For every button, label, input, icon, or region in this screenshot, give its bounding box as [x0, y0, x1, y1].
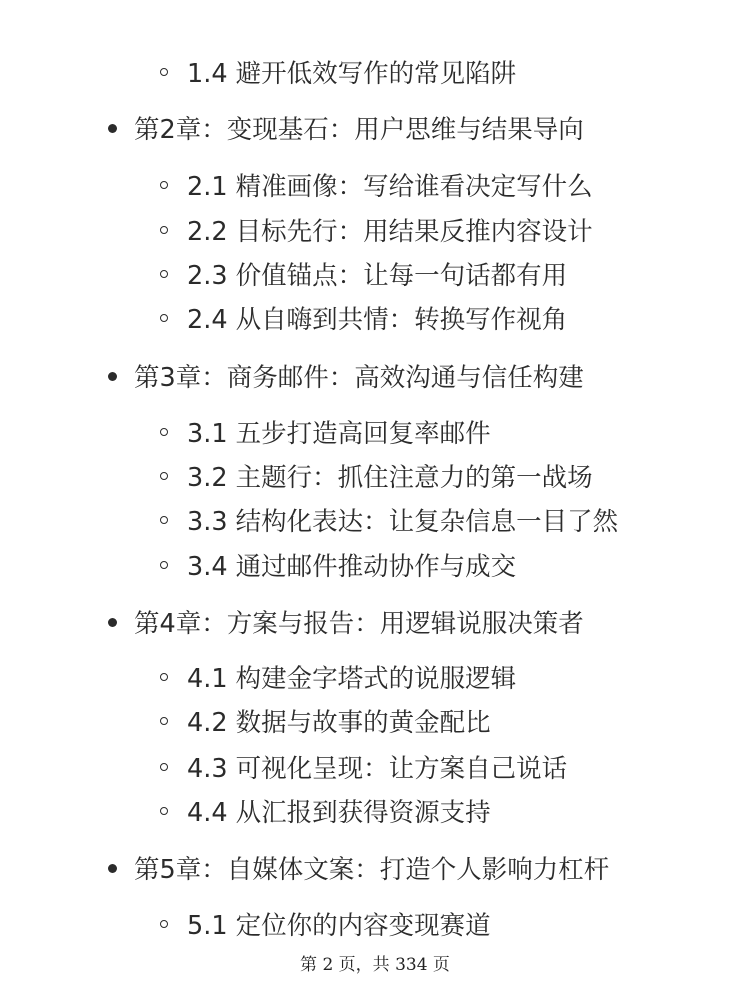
- toc-item-text: 3.1 五步打造高回复率邮件: [187, 419, 491, 449]
- hollow-bullet-icon: [160, 68, 168, 76]
- toc-item-text: 4.1 构建金字塔式的说服逻辑: [187, 664, 517, 694]
- toc-item-text: 第5章：自媒体文案：打造个人影响力杠杆: [134, 855, 610, 885]
- toc-section-item: [160, 254, 567, 294]
- hollow-bullet-icon: [160, 807, 168, 815]
- toc-chapter-item: [108, 356, 584, 396]
- toc-chapter-item: [108, 602, 584, 642]
- toc-chapter-item: [108, 108, 584, 148]
- toc-item-text: 5.1 定位你的内容变现赛道: [187, 911, 491, 941]
- toc-item-text: 3.4 通过邮件推动协作与成交: [187, 552, 517, 582]
- filled-bullet-icon: [108, 864, 117, 873]
- toc-section-item: [160, 747, 567, 787]
- toc-item-text: 3.3 结构化表达：让复杂信息一目了然: [187, 507, 619, 537]
- hollow-bullet-icon: [160, 673, 168, 681]
- filled-bullet-icon: [108, 618, 117, 627]
- hollow-bullet-icon: [160, 763, 168, 771]
- toc-item-text: 2.3 价值锚点：让每一句话都有用: [187, 261, 568, 291]
- toc-item-text: 2.1 精准画像：写给谁看决定写什么: [187, 172, 593, 202]
- hollow-bullet-icon: [160, 472, 168, 480]
- toc-section-item: [160, 701, 491, 741]
- toc-item-text: 2.2 目标先行：用结果反推内容设计: [187, 217, 593, 247]
- toc-section-item: [160, 545, 516, 585]
- toc-item-text: 2.4 从自嗨到共情：转换写作视角: [187, 305, 568, 335]
- toc-item-text: 4.4 从汇报到获得资源支持: [187, 798, 491, 828]
- toc-item-text: 4.2 数据与故事的黄金配比: [187, 708, 491, 738]
- toc-section-item: [160, 657, 516, 697]
- toc-section-item: [160, 298, 567, 338]
- page-footer: 第 2 页，共 334 页: [300, 955, 450, 975]
- hollow-bullet-icon: [160, 516, 168, 524]
- filled-bullet-icon: [108, 372, 117, 381]
- toc-section-item: [160, 456, 593, 496]
- toc-section-item: [160, 904, 491, 944]
- hollow-bullet-icon: [160, 270, 168, 278]
- hollow-bullet-icon: [160, 561, 168, 569]
- toc-section-item: [160, 791, 491, 831]
- toc-item-text: 1.4 避开低效写作的常见陷阱: [187, 59, 517, 89]
- toc-chapter-item: [108, 848, 609, 888]
- hollow-bullet-icon: [160, 428, 168, 436]
- hollow-bullet-icon: [160, 181, 168, 189]
- hollow-bullet-icon: [160, 226, 168, 234]
- toc-item-text: 3.2 主题行：抓住注意力的第一战场: [187, 463, 593, 493]
- toc-item-text: 4.3 可视化呈现：让方案自己说话: [187, 754, 568, 784]
- toc-section-item: [160, 52, 516, 92]
- toc-section-item: [160, 500, 618, 540]
- toc-section-item: [160, 165, 593, 205]
- toc-item-text: 第2章：变现基石：用户思维与结果导向: [134, 115, 584, 145]
- toc-item-text: 第3章：商务邮件：高效沟通与信任构建: [134, 363, 584, 393]
- hollow-bullet-icon: [160, 314, 168, 322]
- filled-bullet-icon: [108, 124, 117, 133]
- hollow-bullet-icon: [160, 717, 168, 725]
- hollow-bullet-icon: [160, 920, 168, 928]
- toc-item-text: 第4章：方案与报告：用逻辑说服决策者: [134, 609, 584, 639]
- toc-section-item: [160, 412, 491, 452]
- toc-section-item: [160, 210, 593, 250]
